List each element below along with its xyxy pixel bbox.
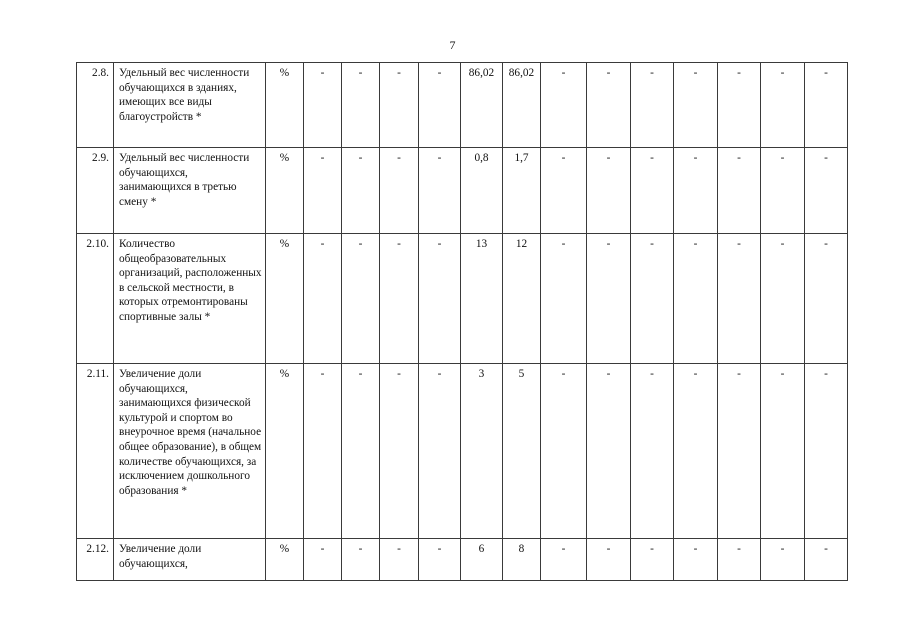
value-cell: 5 bbox=[503, 364, 541, 539]
table-row bbox=[77, 148, 891, 234]
value-cell: - bbox=[805, 234, 848, 364]
unit-cell: % bbox=[266, 234, 304, 364]
value-cell: - bbox=[419, 63, 461, 148]
row-number: 2.8. bbox=[77, 63, 114, 148]
value-cell: - bbox=[587, 539, 631, 581]
value-cell: - bbox=[541, 63, 587, 148]
page-number: 7 bbox=[449, 38, 456, 52]
value-cell: - bbox=[761, 364, 805, 539]
value-cell: - bbox=[631, 364, 674, 539]
row-number: 2.9. bbox=[77, 148, 114, 234]
value-cell: - bbox=[805, 539, 848, 581]
value-cell: - bbox=[419, 234, 461, 364]
value-cell: - bbox=[718, 63, 761, 148]
value-cell: 0,8 bbox=[461, 148, 503, 234]
value-cell: - bbox=[342, 539, 380, 581]
value-cell: - bbox=[304, 364, 342, 539]
value-cell: 1,7 bbox=[503, 148, 541, 234]
value-cell: - bbox=[587, 234, 631, 364]
value-cell: 3 bbox=[461, 364, 503, 539]
indicator-name: Удельный вес численности обучающихся в зданиях, имеющих все виды благоустройств * bbox=[114, 63, 266, 148]
value-cell: - bbox=[541, 539, 587, 581]
value-cell: - bbox=[718, 539, 761, 581]
value-cell: - bbox=[674, 63, 718, 148]
unit-cell: % bbox=[266, 148, 304, 234]
value-cell: - bbox=[380, 234, 419, 364]
value-cell: - bbox=[380, 539, 419, 581]
indicator-name: Увеличение доли обучающихся, занимающихся физической культурой и спортом во внеурочное время (начальное общее образование), в общем количестве обучающихся, за исключением дошкольного образования * bbox=[114, 364, 266, 539]
value-cell: - bbox=[718, 364, 761, 539]
value-cell: - bbox=[342, 364, 380, 539]
value-cell: - bbox=[541, 234, 587, 364]
value-cell: 86,02 bbox=[461, 63, 503, 148]
value-cell: - bbox=[419, 539, 461, 581]
value-cell: - bbox=[304, 63, 342, 148]
value-cell: - bbox=[419, 364, 461, 539]
value-cell: - bbox=[342, 148, 380, 234]
value-cell: - bbox=[342, 63, 380, 148]
value-cell: - bbox=[587, 148, 631, 234]
unit-cell: % bbox=[266, 539, 304, 581]
table-row bbox=[77, 63, 891, 148]
value-cell: - bbox=[304, 234, 342, 364]
value-cell: - bbox=[587, 364, 631, 539]
table-row bbox=[77, 539, 891, 581]
value-cell: 8 bbox=[503, 539, 541, 581]
value-cell: - bbox=[541, 148, 587, 234]
value-cell: - bbox=[342, 234, 380, 364]
value-cell: 86,02 bbox=[503, 63, 541, 148]
value-cell: - bbox=[380, 148, 419, 234]
value-cell: - bbox=[761, 148, 805, 234]
indicators-table bbox=[76, 62, 891, 581]
table-row bbox=[77, 234, 891, 364]
indicator-name: Увеличение доли обучающихся, bbox=[114, 539, 266, 581]
value-cell: - bbox=[805, 63, 848, 148]
value-cell: - bbox=[761, 63, 805, 148]
value-cell: - bbox=[718, 148, 761, 234]
value-cell: - bbox=[304, 539, 342, 581]
value-cell: - bbox=[674, 234, 718, 364]
value-cell: 12 bbox=[503, 234, 541, 364]
value-cell: - bbox=[631, 63, 674, 148]
value-cell: 6 bbox=[461, 539, 503, 581]
value-cell: - bbox=[805, 148, 848, 234]
table-row bbox=[77, 364, 891, 539]
value-cell: - bbox=[380, 364, 419, 539]
value-cell: - bbox=[674, 364, 718, 539]
unit-cell: % bbox=[266, 63, 304, 148]
value-cell: - bbox=[419, 148, 461, 234]
value-cell: - bbox=[631, 148, 674, 234]
unit-cell: % bbox=[266, 364, 304, 539]
value-cell: - bbox=[587, 63, 631, 148]
row-number: 2.12. bbox=[77, 539, 114, 581]
indicator-name: Количество общеобразовательных организаций, расположенных в сельской местности, в которых отремонтированы спортивные залы * bbox=[114, 234, 266, 364]
indicator-name: Удельный вес численности обучающихся, занимающихся в третью смену * bbox=[114, 148, 266, 234]
value-cell: - bbox=[674, 539, 718, 581]
value-cell: - bbox=[380, 63, 419, 148]
value-cell: - bbox=[761, 539, 805, 581]
value-cell: - bbox=[631, 234, 674, 364]
value-cell: - bbox=[805, 364, 848, 539]
row-number: 2.11. bbox=[77, 364, 114, 539]
value-cell: - bbox=[761, 234, 805, 364]
value-cell: - bbox=[304, 148, 342, 234]
row-number: 2.10. bbox=[77, 234, 114, 364]
value-cell: 13 bbox=[461, 234, 503, 364]
value-cell: - bbox=[718, 234, 761, 364]
value-cell: - bbox=[674, 148, 718, 234]
value-cell: - bbox=[631, 539, 674, 581]
value-cell: - bbox=[541, 364, 587, 539]
